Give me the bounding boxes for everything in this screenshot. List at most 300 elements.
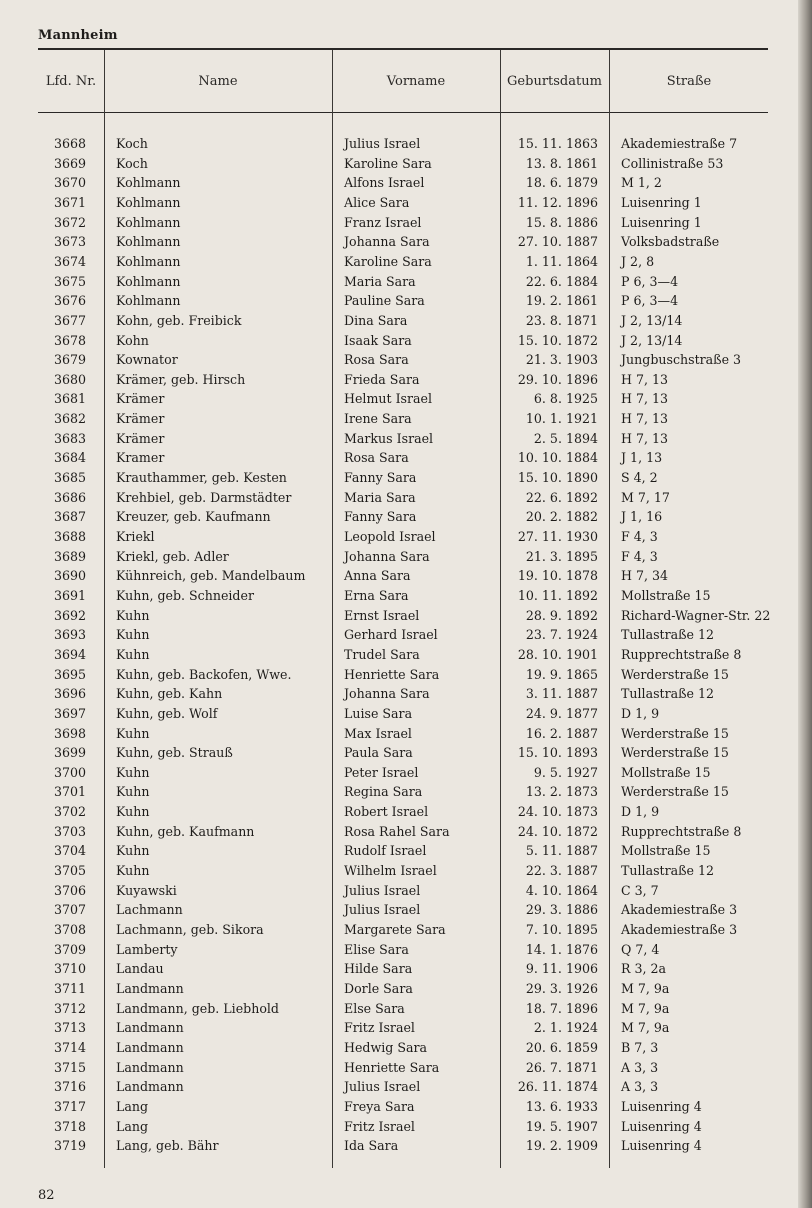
cell-nr: 3671: [54, 194, 87, 210]
cell-strasse: J 2, 13/14: [621, 332, 683, 348]
cell-name: Kuhn: [116, 804, 150, 820]
cell-nr: 3702: [54, 804, 87, 820]
cell-vorname: Rosa Sara: [344, 450, 409, 466]
cell-strasse: P 6, 3—4: [621, 293, 679, 309]
cell-geburtsdatum: 19. 2. 1861: [525, 293, 598, 309]
cell-vorname: Franz Israel: [344, 214, 422, 230]
cell-name: Kriekl, geb. Adler: [116, 548, 229, 564]
table-row: [0, 920, 812, 940]
cell-vorname: Hedwig Sara: [344, 1039, 428, 1055]
cell-nr: 3673: [54, 234, 87, 250]
cell-strasse: F 4, 3: [621, 529, 658, 544]
cell-vorname: Karoline Sara: [344, 155, 432, 171]
cell-nr: 3668: [54, 136, 87, 151]
cell-strasse: H 7, 34: [621, 568, 669, 584]
cell-nr: 3715: [54, 1059, 87, 1075]
cell-nr: 3680: [54, 371, 87, 387]
cell-geburtsdatum: 26. 11. 1874: [517, 1079, 598, 1095]
cell-name: Kohlmann: [116, 214, 181, 230]
cell-nr: 3674: [54, 253, 87, 269]
cell-nr: 3688: [54, 529, 87, 544]
table-row: [0, 625, 812, 645]
cell-nr: 3709: [54, 941, 87, 957]
cell-vorname: Erna Sara: [344, 587, 409, 603]
cell-name: Landmann: [116, 1039, 184, 1055]
table-row: [0, 291, 812, 311]
cell-name: Lachmann: [116, 902, 183, 918]
column-header-nr: Lfd. Nr.: [45, 73, 97, 89]
table-row: [0, 1097, 812, 1117]
cell-vorname: Ida Sara: [344, 1138, 399, 1154]
table-row: [0, 841, 812, 861]
table-row: [0, 311, 812, 331]
table-row: [0, 606, 812, 626]
cell-geburtsdatum: 19. 5. 1907: [525, 1118, 598, 1134]
cell-geburtsdatum: 29. 10. 1896: [517, 371, 598, 387]
column-header-geburtsdatum: Geburtsdatum: [507, 73, 602, 89]
cell-name: Kohlmann: [116, 253, 181, 269]
cell-nr: 3670: [54, 175, 87, 191]
cell-geburtsdatum: 21. 3. 1903: [525, 352, 598, 368]
table-row: [0, 1058, 812, 1078]
table-row: [0, 232, 812, 252]
column-header-vorname: Vorname: [386, 73, 446, 89]
table-row: [0, 645, 812, 665]
cell-strasse: D 1, 9: [621, 804, 660, 820]
cell-vorname: Maria Sara: [344, 273, 416, 289]
cell-vorname: Robert Israel: [344, 804, 429, 820]
cell-nr: 3717: [54, 1098, 87, 1114]
cell-strasse: Rupprechtstraße 8: [621, 823, 742, 839]
cell-vorname: Elise Sara: [344, 941, 409, 957]
cell-strasse: H 7, 13: [621, 391, 669, 407]
cell-vorname: Anna Sara: [344, 568, 411, 584]
cell-geburtsdatum: 22. 3. 1887: [525, 863, 598, 879]
cell-vorname: Frieda Sara: [344, 371, 420, 387]
cell-geburtsdatum: 28. 10. 1901: [517, 646, 598, 662]
cell-strasse: Werderstraße 15: [621, 784, 729, 800]
cell-strasse: Mollstraße 15: [621, 764, 711, 780]
table-row: [0, 193, 812, 213]
cell-name: Landmann: [116, 980, 184, 996]
table-row: [0, 409, 812, 429]
cell-geburtsdatum: 18. 7. 1896: [525, 1000, 598, 1016]
cell-nr: 3707: [54, 902, 87, 918]
cell-geburtsdatum: 29. 3. 1886: [525, 902, 598, 918]
table-row: [0, 134, 812, 154]
cell-strasse: A 3, 3: [621, 1059, 659, 1075]
cell-nr: 3693: [54, 627, 87, 643]
table-row: [0, 782, 812, 802]
cell-vorname: Fanny Sara: [344, 509, 417, 525]
cell-geburtsdatum: 1. 11. 1864: [525, 253, 598, 269]
cell-geburtsdatum: 9. 5. 1927: [533, 764, 598, 780]
cell-strasse: Luisenring 4: [621, 1138, 702, 1154]
cell-geburtsdatum: 24. 10. 1873: [517, 804, 598, 820]
cell-geburtsdatum: 4. 10. 1864: [525, 882, 598, 898]
table-row: [0, 331, 812, 351]
cell-nr: 3683: [54, 430, 87, 446]
cell-name: Kohn: [116, 332, 149, 348]
cell-vorname: Fanny Sara: [344, 470, 417, 486]
cell-nr: 3697: [54, 705, 87, 721]
table-row: [0, 802, 812, 822]
cell-nr: 3714: [54, 1039, 87, 1055]
table-row: [0, 370, 812, 390]
cell-name: Kuhn, geb. Kaufmann: [116, 823, 255, 839]
table-row: [0, 448, 812, 468]
table-row: [0, 566, 812, 586]
cell-nr: 3677: [54, 312, 87, 328]
cell-nr: 3675: [54, 273, 87, 289]
cell-geburtsdatum: 28. 9. 1892: [525, 607, 598, 623]
cell-vorname: Rosa Rahel Sara: [344, 823, 450, 839]
table-row: [0, 429, 812, 449]
cell-strasse: Akademiestraße 3: [621, 902, 738, 918]
cell-name: Kuhn: [116, 627, 150, 643]
column-header-name: Name: [198, 73, 238, 89]
cell-geburtsdatum: 15. 10. 1890: [517, 470, 598, 486]
cell-nr: 3696: [54, 686, 87, 702]
table-row: [0, 389, 812, 409]
cell-geburtsdatum: 22. 6. 1892: [525, 489, 598, 505]
cell-vorname: Max Israel: [344, 725, 412, 741]
cell-geburtsdatum: 5. 11. 1887: [525, 843, 598, 859]
cell-name: Landmann: [116, 1079, 184, 1095]
cell-name: Kramer: [116, 450, 165, 466]
cell-geburtsdatum: 15. 10. 1872: [517, 332, 598, 348]
cell-vorname: Karoline Sara: [344, 253, 432, 269]
cell-vorname: Irene Sara: [344, 411, 412, 427]
cell-vorname: Else Sara: [344, 1000, 405, 1016]
cell-strasse: D 1, 9: [621, 705, 660, 721]
cell-strasse: Volksbadstraße: [621, 234, 720, 250]
table-row: [0, 822, 812, 842]
cell-geburtsdatum: 3. 11. 1887: [525, 686, 598, 702]
cell-vorname: Hilde Sara: [344, 961, 413, 977]
cell-strasse: Rupprechtstraße 8: [621, 646, 742, 662]
cell-strasse: Werderstraße 15: [621, 745, 729, 761]
table-row: [0, 154, 812, 174]
cell-name: Krämer: [116, 391, 165, 407]
table-row: [0, 488, 812, 508]
cell-vorname: Trudel Sara: [344, 646, 420, 662]
cell-name: Lang: [116, 1118, 149, 1134]
cell-strasse: J 2, 13/14: [621, 312, 683, 328]
cell-vorname: Johanna Sara: [344, 686, 430, 702]
page-number: 82: [38, 1188, 55, 1203]
cell-vorname: Helmut Israel: [344, 391, 433, 407]
cell-vorname: Rosa Sara: [344, 352, 409, 368]
cell-name: Krämer, geb. Hirsch: [116, 371, 246, 387]
cell-geburtsdatum: 9. 11. 1906: [525, 961, 598, 977]
cell-vorname: Luise Sara: [344, 705, 413, 721]
cell-strasse: Werderstraße 15: [621, 725, 729, 741]
cell-name: Krauthammer, geb. Kesten: [116, 470, 287, 486]
cell-strasse: R 3, 2a: [621, 961, 667, 977]
cell-name: Kohlmann: [116, 293, 181, 309]
cell-name: Kuhn: [116, 725, 150, 741]
cell-name: Kreuzer, geb. Kaufmann: [116, 509, 271, 525]
cell-strasse: M 1, 2: [621, 175, 662, 191]
cell-nr: 3692: [54, 607, 87, 623]
cell-geburtsdatum: 14. 1. 1876: [525, 941, 598, 957]
table-row: [0, 979, 812, 999]
table-row: [0, 1136, 812, 1156]
cell-nr: 3719: [54, 1138, 87, 1154]
cell-vorname: Maria Sara: [344, 489, 416, 505]
cell-name: Kuhn, geb. Backofen, Wwe.: [116, 666, 292, 682]
table-row: [0, 468, 812, 488]
cell-name: Kühnreich, geb. Mandelbaum: [116, 568, 306, 584]
cell-vorname: Dorle Sara: [344, 980, 413, 996]
cell-vorname: Johanna Sara: [344, 548, 430, 564]
cell-geburtsdatum: 11. 12. 1896: [517, 194, 598, 210]
cell-strasse: Luisenring 4: [621, 1098, 702, 1114]
table-row: [0, 665, 812, 685]
cell-strasse: B 7, 3: [621, 1039, 659, 1055]
cell-vorname: Alice Sara: [344, 194, 410, 210]
cell-geburtsdatum: 13. 2. 1873: [525, 784, 598, 800]
cell-strasse: Werderstraße 15: [621, 666, 729, 682]
cell-geburtsdatum: 23. 7. 1924: [525, 627, 598, 643]
cell-nr: 3718: [54, 1118, 87, 1134]
cell-name: Kuyawski: [116, 882, 177, 898]
cell-name: Koch: [116, 136, 148, 151]
cell-name: Landau: [116, 961, 164, 977]
cell-geburtsdatum: 21. 3. 1895: [525, 548, 598, 564]
table-row: [0, 272, 812, 292]
cell-strasse: M 7, 9a: [621, 1020, 670, 1036]
cell-strasse: Mollstraße 15: [621, 587, 711, 603]
cell-vorname: Julius Israel: [344, 1079, 421, 1095]
table-row: [0, 1117, 812, 1137]
cell-geburtsdatum: 29. 3. 1926: [525, 980, 598, 996]
cell-vorname: Fritz Israel: [344, 1020, 415, 1036]
cell-geburtsdatum: 15. 8. 1886: [525, 214, 598, 230]
table-row: [0, 1018, 812, 1038]
cell-strasse: Mollstraße 15: [621, 843, 711, 859]
cell-vorname: Dina Sara: [344, 312, 408, 328]
cell-geburtsdatum: 18. 6. 1879: [525, 175, 598, 191]
cell-nr: 3686: [54, 489, 87, 505]
cell-strasse: H 7, 13: [621, 371, 669, 387]
cell-geburtsdatum: 6. 8. 1925: [533, 391, 598, 407]
cell-vorname: Markus Israel: [344, 430, 434, 446]
table-row: [0, 1077, 812, 1097]
cell-nr: 3704: [54, 843, 87, 859]
cell-strasse: Tullastraße 12: [621, 863, 715, 879]
cell-strasse: C 3, 7: [621, 882, 659, 898]
cell-vorname: Regina Sara: [344, 784, 423, 800]
cell-vorname: Wilhelm Israel: [344, 863, 437, 879]
cell-name: Kuhn: [116, 863, 150, 879]
cell-geburtsdatum: 15. 11. 1863: [517, 136, 598, 151]
cell-nr: 3699: [54, 745, 87, 761]
cell-vorname: Julius Israel: [344, 136, 421, 151]
cell-vorname: Margarete Sara: [344, 922, 446, 937]
table-row: [0, 252, 812, 272]
cell-geburtsdatum: 2. 1. 1924: [533, 1020, 598, 1036]
cell-name: Koch: [116, 155, 148, 171]
cell-name: Kuhn: [116, 784, 150, 800]
table-row: [0, 350, 812, 370]
cell-vorname: Fritz Israel: [344, 1118, 415, 1134]
table-row: [0, 959, 812, 979]
cell-name: Kuhn: [116, 607, 150, 623]
cell-geburtsdatum: 24. 9. 1877: [525, 705, 598, 721]
cell-vorname: Peter Israel: [344, 764, 419, 780]
cell-nr: 3689: [54, 548, 87, 564]
cell-vorname: Rudolf Israel: [344, 843, 427, 859]
cell-name: Lang, geb. Bähr: [116, 1138, 219, 1154]
cell-strasse: Q 7, 4: [621, 941, 660, 957]
cell-geburtsdatum: 13. 6. 1933: [525, 1098, 598, 1114]
table-row: [0, 213, 812, 233]
table-row: [0, 586, 812, 606]
table-row: [0, 743, 812, 763]
cell-geburtsdatum: 19. 2. 1909: [525, 1138, 598, 1154]
cell-nr: 3684: [54, 450, 87, 466]
cell-vorname: Alfons Israel: [344, 175, 425, 191]
cell-geburtsdatum: 10. 1. 1921: [525, 411, 598, 427]
cell-nr: 3690: [54, 568, 87, 584]
cell-vorname: Leopold Israel: [344, 529, 436, 544]
cell-nr: 3691: [54, 587, 87, 603]
table-row: [0, 861, 812, 881]
cell-geburtsdatum: 23. 8. 1871: [525, 312, 598, 328]
cell-nr: 3681: [54, 391, 87, 407]
cell-geburtsdatum: 22. 6. 1884: [525, 273, 598, 289]
cell-name: Kuhn, geb. Strauß: [116, 745, 233, 761]
cell-name: Kohlmann: [116, 175, 181, 191]
cell-strasse: J 2, 8: [621, 253, 655, 269]
cell-strasse: M 7, 9a: [621, 1000, 670, 1016]
cell-strasse: Luisenring 1: [621, 194, 702, 210]
cell-name: Krämer: [116, 411, 165, 427]
cell-nr: 3678: [54, 332, 87, 348]
cell-strasse: P 6, 3—4: [621, 273, 679, 289]
cell-name: Kuhn: [116, 646, 150, 662]
cell-nr: 3669: [54, 155, 87, 171]
cell-nr: 3676: [54, 293, 87, 309]
cell-name: Krämer: [116, 430, 165, 446]
cell-nr: 3706: [54, 882, 87, 898]
cell-geburtsdatum: 19. 9. 1865: [525, 666, 598, 682]
table-row: [0, 763, 812, 783]
cell-nr: 3694: [54, 646, 87, 662]
table-row: [0, 173, 812, 193]
cell-vorname: Isaak Sara: [344, 332, 412, 348]
cell-name: Krehbiel, geb. Darmstädter: [116, 489, 292, 505]
cell-strasse: Tullastraße 12: [621, 686, 715, 702]
cell-name: Landmann, geb. Liebhold: [116, 1000, 279, 1016]
cell-nr: 3712: [54, 1000, 87, 1016]
cell-nr: 3672: [54, 214, 87, 230]
cell-strasse: F 4, 3: [621, 548, 658, 564]
cell-name: Kohlmann: [116, 273, 181, 289]
cell-nr: 3687: [54, 509, 87, 525]
cell-geburtsdatum: 20. 6. 1859: [525, 1039, 598, 1055]
cell-vorname: Henriette Sara: [344, 1059, 440, 1075]
cell-strasse: J 1, 16: [621, 509, 663, 525]
cell-nr: 3713: [54, 1020, 87, 1036]
cell-geburtsdatum: 27. 10. 1887: [517, 234, 598, 250]
cell-vorname: Paula Sara: [344, 745, 413, 761]
cell-nr: 3679: [54, 352, 87, 368]
table-row: [0, 940, 812, 960]
table-row: [0, 724, 812, 744]
cell-strasse: H 7, 13: [621, 430, 669, 446]
cell-name: Kohn, geb. Freibick: [116, 312, 242, 328]
table-row: [0, 1038, 812, 1058]
table-row: [0, 547, 812, 567]
cell-strasse: Tullastraße 12: [621, 627, 715, 643]
cell-vorname: Julius Israel: [344, 882, 421, 898]
cell-strasse: A 3, 3: [621, 1079, 659, 1095]
cell-strasse: Richard-Wagner-Str. 22: [621, 607, 771, 623]
cell-strasse: Akademiestraße 3: [621, 922, 738, 937]
cell-nr: 3710: [54, 961, 87, 977]
cell-nr: 3695: [54, 666, 87, 682]
cell-geburtsdatum: 7. 10. 1895: [525, 922, 598, 937]
cell-strasse: Akademiestraße 7: [621, 136, 738, 151]
cell-name: Landmann: [116, 1020, 184, 1036]
cell-vorname: Julius Israel: [344, 902, 421, 918]
cell-geburtsdatum: 20. 2. 1882: [525, 509, 598, 525]
cell-name: Kohlmann: [116, 234, 181, 250]
cell-geburtsdatum: 13. 8. 1861: [525, 155, 598, 171]
cell-geburtsdatum: 2. 5. 1894: [533, 430, 598, 446]
table-row: [0, 684, 812, 704]
cell-nr: 3700: [54, 764, 87, 780]
cell-strasse: Jungbuschstraße 3: [621, 352, 742, 368]
cell-name: Landmann: [116, 1059, 184, 1075]
cell-geburtsdatum: 10. 11. 1892: [517, 587, 598, 603]
cell-vorname: Pauline Sara: [344, 293, 425, 309]
cell-strasse: S 4, 2: [621, 470, 658, 486]
cell-geburtsdatum: 27. 11. 1930: [517, 529, 598, 544]
cell-name: Lang: [116, 1098, 149, 1114]
cell-geburtsdatum: 26. 7. 1871: [525, 1059, 598, 1075]
cell-name: Kownator: [116, 352, 178, 368]
cell-strasse: H 7, 13: [621, 411, 669, 427]
cell-vorname: Henriette Sara: [344, 666, 440, 682]
cell-nr: 3701: [54, 784, 87, 800]
cell-name: Kuhn, geb. Wolf: [116, 705, 218, 721]
cell-nr: 3685: [54, 470, 87, 486]
cell-name: Lamberty: [116, 941, 178, 957]
cell-geburtsdatum: 15. 10. 1893: [517, 745, 598, 761]
cell-nr: 3716: [54, 1079, 87, 1095]
cell-vorname: Johanna Sara: [344, 234, 430, 250]
cell-name: Lachmann, geb. Sikora: [116, 922, 264, 937]
cell-strasse: M 7, 17: [621, 489, 670, 505]
cell-geburtsdatum: 16. 2. 1887: [525, 725, 598, 741]
cell-name: Kuhn, geb. Schneider: [116, 587, 254, 603]
cell-name: Kriekl: [116, 529, 155, 544]
cell-nr: 3705: [54, 863, 87, 879]
table-row: [0, 881, 812, 901]
cell-vorname: Ernst Israel: [344, 607, 420, 623]
column-header-rule: [38, 112, 768, 113]
cell-nr: 3711: [54, 980, 87, 996]
cell-geburtsdatum: 24. 10. 1872: [517, 823, 598, 839]
page-header-city: Mannheim: [38, 28, 118, 43]
cell-strasse: J 1, 13: [621, 450, 663, 466]
table-row: [0, 900, 812, 920]
cell-nr: 3698: [54, 725, 87, 741]
